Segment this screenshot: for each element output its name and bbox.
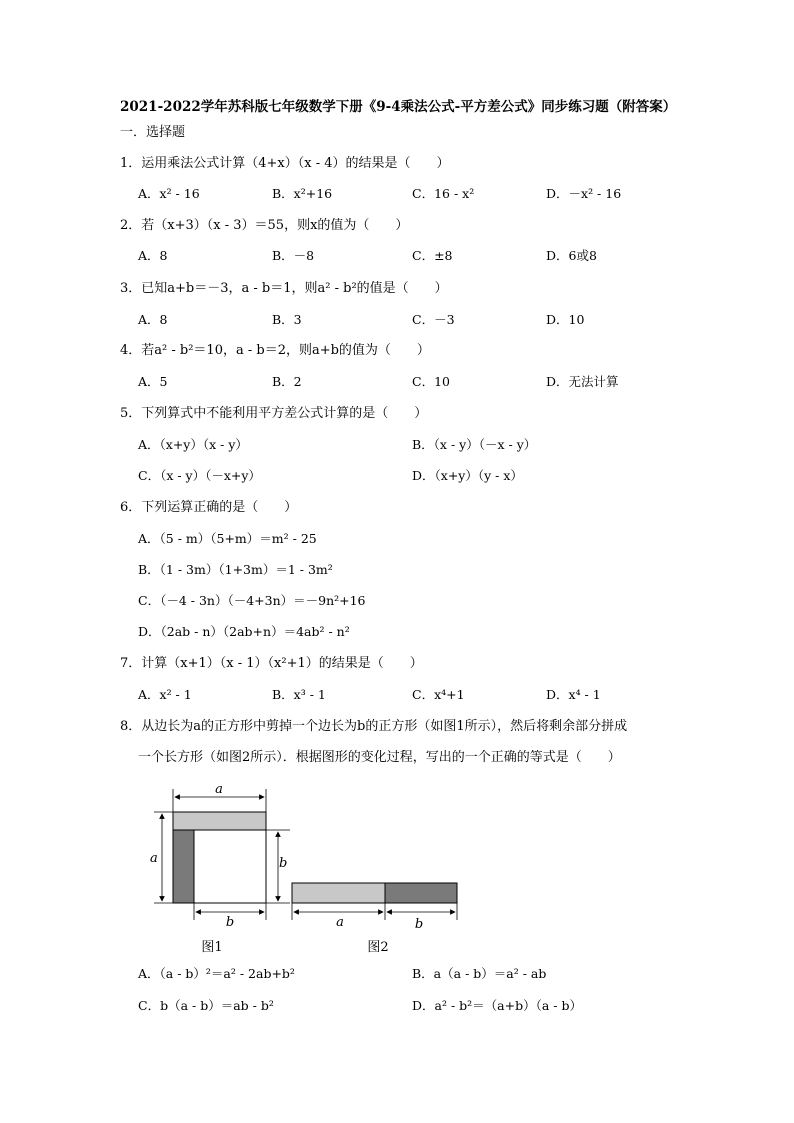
question-2: 2．若（x+3）（x - 3）＝55，则x的值为（ ） bbox=[120, 218, 409, 233]
fig1-inner-square bbox=[194, 830, 266, 903]
question-8-line-2: 一个长方形（如图2所示）．根据图形的变化过程，写出的一个正确的等式是（ ） bbox=[138, 750, 621, 765]
q4-option-a[interactable]: A．5 bbox=[138, 374, 168, 389]
question-1: 1．运用乘法公式计算（4+x）（x - 4）的结果是（ ） bbox=[120, 156, 450, 171]
square-rearrangement-figure bbox=[140, 775, 480, 960]
q6-option-d[interactable]: D．（2ab - n）（2ab+n）＝4ab² - n² bbox=[138, 624, 350, 639]
figure-2 bbox=[292, 883, 457, 955]
question-7: 7．计算（x+1）（x - 1）（x²+1）的结果是（ ） bbox=[120, 656, 423, 671]
figure-1 bbox=[150, 782, 290, 955]
q5-option-c[interactable]: C．（x - y）（－x+y） bbox=[138, 468, 261, 483]
q1-option-d[interactable]: D．－x² - 16 bbox=[546, 186, 622, 201]
fig2-label-a: a bbox=[336, 915, 344, 930]
question-6: 6．下列运算正确的是（ ） bbox=[120, 500, 298, 515]
q6-option-c[interactable]: C．（－4 - 3n）（－4+3n）＝－9n²+16 bbox=[138, 593, 366, 608]
fig1-left-strip bbox=[173, 830, 194, 903]
q3-option-c[interactable]: C．－3 bbox=[412, 312, 455, 327]
q2-option-c[interactable]: C．±8 bbox=[412, 248, 453, 263]
q4-option-d[interactable]: D．无法计算 bbox=[546, 374, 619, 389]
q6-option-a[interactable]: A．（5 - m）（5+m）＝m² - 25 bbox=[138, 531, 317, 546]
fig2-dark-strip bbox=[385, 883, 457, 903]
page-title: 2021-2022学年苏科版七年级数学下册《9-4乘法公式-平方差公式》同步练习题（附答案） bbox=[120, 99, 677, 115]
q7-option-a[interactable]: A．x² - 1 bbox=[138, 687, 192, 702]
q3-option-a[interactable]: A．8 bbox=[138, 312, 168, 327]
q4-option-c[interactable]: C．10 bbox=[412, 374, 450, 389]
question-4: 4．若a² - b²＝10，a - b＝2，则a+b的值为（ ） bbox=[120, 343, 430, 358]
fig1-top-strip bbox=[173, 812, 266, 830]
fig1-label-a-left: a bbox=[150, 851, 158, 866]
question-5: 5．下列算式中不能利用平方差公式计算的是（ ） bbox=[120, 406, 428, 421]
fig2-caption: 图2 bbox=[367, 940, 389, 955]
q8-option-b[interactable]: B．a（a - b）＝a² - ab bbox=[412, 966, 547, 981]
q7-option-d[interactable]: D．x⁴ - 1 bbox=[546, 687, 601, 702]
fig1-label-b-right: b bbox=[279, 856, 288, 871]
fig1-caption: 图1 bbox=[201, 940, 223, 955]
fig2-label-b: b bbox=[414, 917, 424, 932]
q1-option-a[interactable]: A．x² - 16 bbox=[138, 186, 200, 201]
q2-option-d[interactable]: D．6或8 bbox=[546, 248, 597, 263]
question-8: 8．从边长为a的正方形中剪掉一个边长为b的正方形（如图1所示），然后将剩余部分拼成 bbox=[120, 719, 628, 734]
q8-option-a[interactable]: A．（a - b）²＝a² - 2ab+b² bbox=[138, 966, 295, 981]
fig1-label-a-top: a bbox=[215, 782, 223, 797]
q6-option-b[interactable]: B．（1 - 3m）（1+3m）＝1 - 3m² bbox=[138, 562, 333, 577]
q3-option-d[interactable]: D．10 bbox=[546, 312, 585, 327]
q4-option-b[interactable]: B．2 bbox=[272, 374, 302, 389]
q2-option-a[interactable]: A．8 bbox=[138, 248, 168, 263]
q1-option-b[interactable]: B．x²+16 bbox=[272, 186, 333, 201]
q8-option-c[interactable]: C．b（a - b）＝ab - b² bbox=[138, 998, 274, 1013]
q5-option-a[interactable]: A．（x+y）（x - y） bbox=[138, 437, 248, 452]
q2-option-b[interactable]: B．－8 bbox=[272, 248, 315, 263]
q5-option-b[interactable]: B．（x - y）（－x - y） bbox=[412, 437, 537, 452]
q8-option-d[interactable]: D．a² - b²＝（a+b）（a - b） bbox=[412, 998, 582, 1013]
fig2-light-strip bbox=[292, 883, 385, 903]
q7-option-b[interactable]: B．x³ - 1 bbox=[272, 687, 326, 702]
fig1-label-b-bottom: b bbox=[225, 915, 235, 930]
q5-option-d[interactable]: D．（x+y）（y - x） bbox=[412, 468, 523, 483]
q3-option-b[interactable]: B．3 bbox=[272, 312, 302, 327]
section-heading: 一．选择题 bbox=[120, 125, 186, 140]
q1-option-c[interactable]: C．16 - x² bbox=[412, 186, 475, 201]
q7-option-c[interactable]: C．x⁴+1 bbox=[412, 687, 465, 702]
question-3: 3．已知a+b＝－3，a - b＝1，则a² - b²的值是（ ） bbox=[120, 281, 448, 296]
